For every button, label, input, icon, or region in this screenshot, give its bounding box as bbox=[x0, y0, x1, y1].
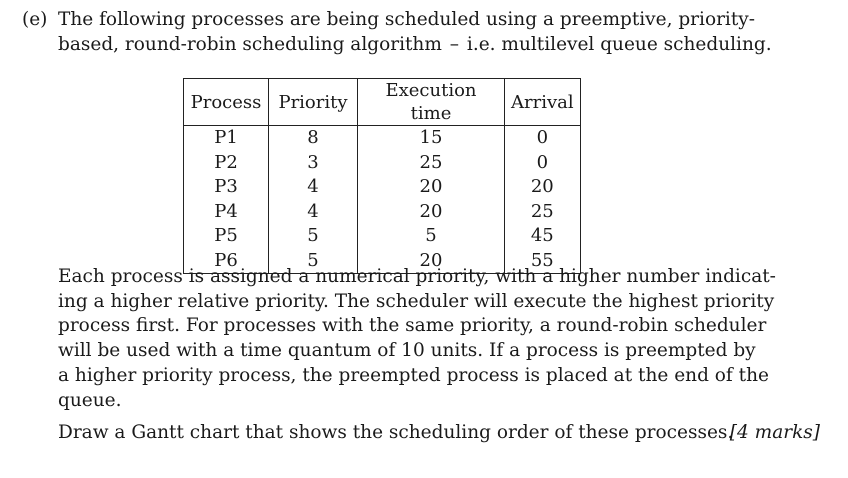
intro-text-1: The following processes are being scheduled using a preemptive, priority- bbox=[58, 9, 755, 30]
cell-process: P2 bbox=[184, 151, 269, 176]
table-row bbox=[184, 224, 581, 249]
intro-line-1 bbox=[22, 8, 755, 33]
paragraph-line: will be used with a time quantum of 10 units. If a process is preempted by bbox=[58, 340, 756, 362]
cell-arrival: 45 bbox=[505, 224, 581, 249]
cell-execution-time: 20 bbox=[358, 200, 505, 225]
cell-arrival: 20 bbox=[505, 175, 581, 200]
description-paragraph bbox=[58, 265, 776, 413]
cell-priority: 3 bbox=[269, 151, 358, 176]
question-intro bbox=[22, 8, 772, 57]
cell-execution-time: 5 bbox=[358, 224, 505, 249]
cell-arrival: 0 bbox=[505, 126, 581, 151]
paragraph-line: process first. For processes with the same priority, a round-robin scheduler bbox=[58, 315, 767, 337]
intro-line-2 bbox=[22, 33, 772, 58]
question-label: (e) bbox=[22, 9, 48, 30]
cell-execution-time: 20 bbox=[358, 175, 505, 200]
cell-execution-time: 25 bbox=[358, 151, 505, 176]
cell-process: P3 bbox=[184, 175, 269, 200]
cell-arrival: 0 bbox=[505, 151, 581, 176]
intro-dash: – bbox=[449, 33, 460, 55]
cell-arrival: 55 bbox=[505, 249, 581, 274]
cell-process: P4 bbox=[184, 200, 269, 225]
cell-execution-time: 15 bbox=[358, 126, 505, 151]
cell-priority: 4 bbox=[269, 200, 358, 225]
paragraph-line: ing a higher relative priority. The scheduler will execute the highest priority bbox=[58, 290, 775, 312]
table-row bbox=[184, 126, 581, 151]
header-arrival: Arrival bbox=[505, 79, 581, 126]
cell-process: P5 bbox=[184, 224, 269, 249]
header-process: Process bbox=[184, 79, 269, 126]
intro-text-3: i.e. multilevel queue scheduling. bbox=[466, 33, 772, 55]
paragraph-line: queue. bbox=[58, 389, 122, 411]
cell-arrival: 25 bbox=[505, 200, 581, 225]
cell-priority: 5 bbox=[269, 249, 358, 274]
table-row bbox=[184, 200, 581, 225]
cell-process: P1 bbox=[184, 126, 269, 151]
process-table bbox=[183, 78, 581, 274]
cell-priority: 8 bbox=[269, 126, 358, 151]
cell-priority: 4 bbox=[269, 175, 358, 200]
table-row bbox=[184, 151, 581, 176]
marks-label: [4 marks] bbox=[729, 422, 820, 443]
header-execution-time: Execution time bbox=[358, 79, 505, 126]
instruction-text: Draw a Gantt chart that shows the scheduling order of these processes. bbox=[58, 422, 734, 443]
header-priority: Priority bbox=[269, 79, 358, 126]
paragraph-line: a higher priority process, the preempted process is placed at the end of the bbox=[58, 364, 769, 386]
intro-text-2: based, round-robin scheduling algorithm bbox=[58, 33, 442, 55]
cell-process: P6 bbox=[184, 249, 269, 274]
table-header-row bbox=[184, 79, 581, 126]
table-row bbox=[184, 175, 581, 200]
paragraph-line: Each process is assigned a numerical priority, with a higher number indicat- bbox=[58, 266, 776, 287]
cell-execution-time: 20 bbox=[358, 249, 505, 274]
cell-priority: 5 bbox=[269, 224, 358, 249]
